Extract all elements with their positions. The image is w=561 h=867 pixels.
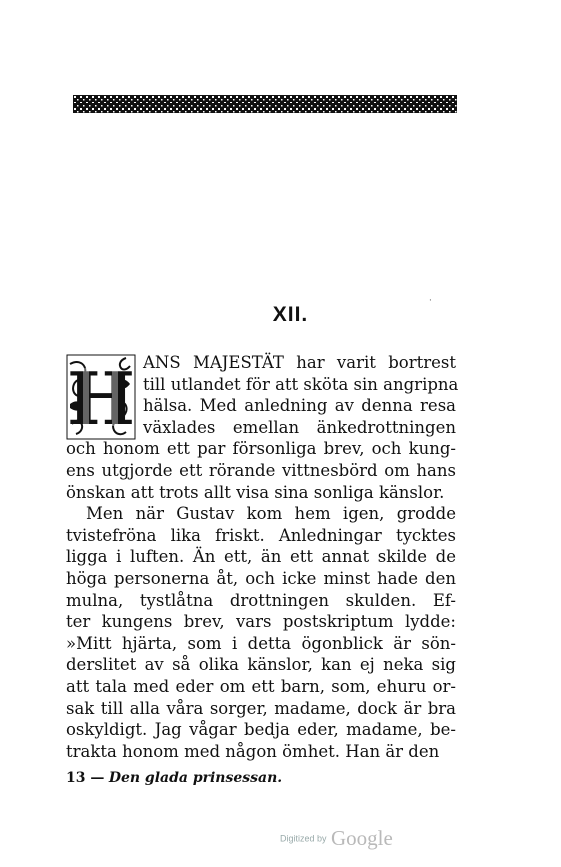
digitized-watermark [280, 826, 393, 851]
text-line: trakta honom med någon ömhet. Han är den [66, 741, 440, 761]
text-line: växlades emellan änkedrottningen [143, 417, 456, 437]
chapter-heading: XII. [272, 303, 309, 326]
ornamental-border [73, 95, 457, 113]
text-line: »Mitt hjärta, som i detta ögonblick är sön- [66, 633, 456, 653]
text-line: ens utgjorde ett rörande vittnesbörd om hans [66, 460, 456, 480]
text-line: hälsa. Med anledning av denna resa [143, 396, 456, 416]
text-line: derslitet av så olika känslor, kan ej neka sig [66, 655, 456, 675]
text-line: till utlandet för att sköta sin angripna [143, 374, 459, 394]
dropcap-letter: H [66, 356, 136, 440]
watermark-prefix: Digitized by [280, 833, 327, 844]
speck: · [429, 296, 432, 306]
signature-mark: 13 — [66, 770, 105, 786]
text-line: tvistefröna lika friskt. Anledningar tycktes [66, 525, 456, 545]
text-line: oskyldigt. Jag vågar bedja eder, madame, be- [66, 720, 456, 740]
google-logo: Google [330, 826, 393, 850]
text-line: ANS MAJESTÄT har varit bortrest [143, 353, 456, 372]
text-line: Men när Gustav kom hem igen, grodde [86, 504, 456, 524]
text-line: ligga i luften. Än ett, än ett annat skilde de [66, 547, 456, 567]
text-line: önskan att trots allt visa sina sonliga känslor. [66, 482, 445, 502]
body-text [66, 352, 459, 762]
text-line: mulna, tystlåtna drottningen skulden. Ef- [66, 590, 456, 610]
running-title: Den glada prinsessan. [108, 770, 283, 786]
text-line: sak till alla våra sorger, madame, dock är bra [66, 698, 456, 718]
text-line: att tala med eder om ett barn, som, ehuru or- [66, 676, 456, 696]
text-line: ter kungens brev, vars postskriptum lydde: [66, 612, 456, 632]
text-line: och honom ett par försonliga brev, och kung- [66, 439, 456, 459]
text-line: höga personerna åt, och icke minst hade den [66, 568, 456, 588]
page-footer [66, 770, 282, 786]
